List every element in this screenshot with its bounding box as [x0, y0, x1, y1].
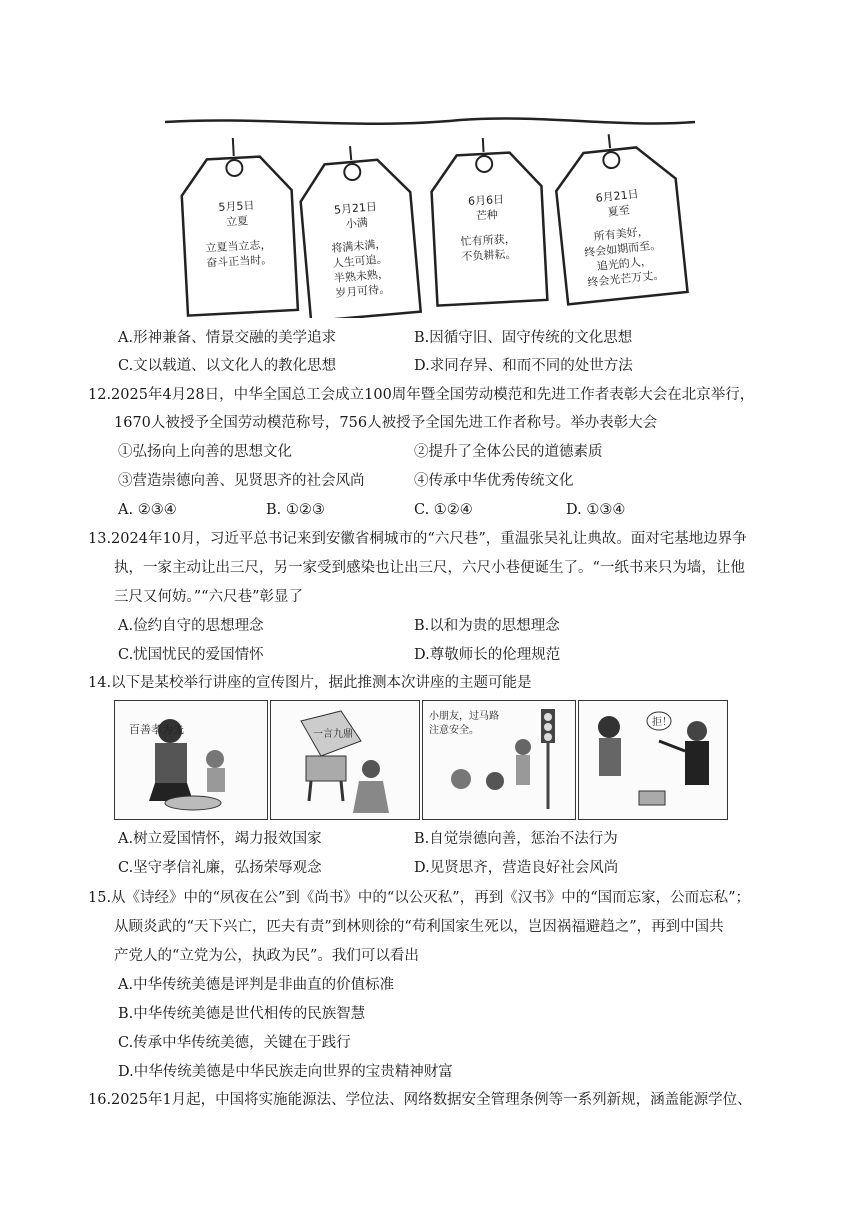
q14-option-a: A.树立爱国情怀，竭力报效国家: [118, 831, 322, 847]
q12-option-d: D. ①③④: [566, 502, 626, 518]
q12-stem-line-2: 1670人被授予全国劳动模范称号，756人被授予全国先进工作者称号。举办表彰大会: [114, 415, 658, 431]
cartoon-keeping-promise: [270, 700, 420, 820]
cartoon-3-caption-2: 注意安全。: [429, 725, 479, 736]
q16-stem-line-1: 16.2025年1月起，中国将实施能源法、学位法、网络数据安全管理条例等一系列新规，涵盖能源学位、: [88, 1092, 752, 1108]
tag-2-line-2: 人生可追。: [332, 252, 389, 271]
q12-statement-1: ①弘扬向上向善的思想文化: [118, 444, 292, 460]
tag-4-date: 6月21日: [595, 187, 640, 205]
q15-stem-line-2: 从顾炎武的“天下兴亡，匹夫有责”到林则徐的“苟利国家生死以，岂因祸福避趋之”，再到中国共: [114, 919, 724, 935]
cartoon-3-caption-1: 小朋友，过马路: [429, 711, 499, 722]
q14-option-c: C.坚守孝信礼廉，弘扬荣辱观念: [118, 860, 322, 876]
q15-option-c: C.传承中华传统美德，关键在于践行: [118, 1035, 351, 1051]
cartoon-refuse-bribe: [578, 700, 728, 820]
tag-2-line-4: 岁月可待。: [334, 282, 391, 300]
q14-stem: 14.以下是某校举行讲座的宣传图片，据此推测本次讲座的主题可能是: [88, 675, 532, 691]
q11-option-d: D.求同存异、和而不同的处世方法: [414, 358, 633, 374]
tag-4-line-3: 追光的人，: [596, 254, 653, 274]
tag-3-term: 芒种: [475, 208, 499, 223]
tag-4-line-4: 终会光芒万丈。: [586, 268, 665, 290]
q15-option-a: A.中华传统美德是评判是非曲直的价值标准: [118, 977, 395, 993]
q14-option-d: D.见贤思齐，营造良好社会风尚: [414, 860, 619, 876]
cartoon-filial-piety: [114, 700, 268, 820]
tag-1-line-1: 立夏当立志，: [205, 238, 272, 255]
q12-stem-line-1: 12.2025年4月28日，中华全国总工会成立100周年暨全国劳动模范和先进工作者表彰大会在北京举行，: [88, 387, 755, 403]
tag-3: [429, 135, 547, 306]
q15-stem-line-3: 产党人的“立党为公，执政为民”。我们可以看出: [114, 948, 419, 964]
solar-term-tags-illustration: [160, 108, 700, 318]
q15-option-b: B.中华传统美德是世代相传的民族智慧: [118, 1006, 366, 1022]
q12-statement-4: ④传承中华优秀传统文化: [414, 473, 574, 489]
q11-option-b: B.因循守旧、固守传统的文化思想: [414, 330, 633, 346]
q13-stem-line-1: 13.2024年10月，习近平总书记来到安徽省桐城市的“六尺巷”，重温张吴礼让典故。面对宅基地边界争: [88, 531, 747, 547]
tag-3-date: 6月6日: [467, 192, 505, 208]
tag-3-line-1: 忙有所获，: [460, 232, 516, 249]
cartoon-road-safety: [422, 700, 576, 820]
q12-statement-3: ③营造崇德向善、见贤思齐的社会风尚: [118, 473, 365, 489]
q15-option-d: D.中华传统美德是中华民族走向世界的宝贵精神财富: [118, 1064, 453, 1080]
tag-1: [179, 135, 298, 316]
q11-option-c: C.文以载道、以文化人的教化思想: [118, 358, 337, 374]
q13-stem-line-3: 三尺又何妨。”“六尺巷”彰显了: [114, 589, 303, 605]
tag-4-line-1: 所有美好，: [593, 224, 650, 244]
q12-option-c: C. ①②④: [414, 502, 473, 518]
tag-2-line-1: 将满未满，: [330, 237, 387, 256]
q13-option-b: B.以和为贵的思想理念: [414, 618, 560, 634]
q13-option-d: D.尊敬师长的伦理规范: [414, 647, 561, 663]
q12-option-b: B. ①②③: [266, 502, 325, 518]
q13-option-c: C.忧国忧民的爱国情怀: [118, 647, 264, 663]
tag-1-line-2: 奋斗正当时。: [205, 253, 273, 270]
q15-stem-line-1: 15.从《诗经》中的“夙夜在公”到《尚书》中的“以公灭私”，再到《汉书》中的“国而忘家，公而忘私”；: [88, 890, 751, 906]
tag-2: [296, 141, 420, 318]
tag-4-line-2: 终会如期而至。: [583, 238, 662, 260]
q13-option-a: A.俭约自守的思想理念: [118, 618, 264, 634]
tag-1-date: 5月5日: [218, 198, 255, 214]
tag-2-line-3: 半熟未熟，: [333, 267, 390, 286]
tag-2-date: 5月21日: [333, 200, 378, 217]
q14-option-b: B.自觉崇德向善，惩治不法行为: [414, 831, 618, 847]
q11-option-a: A.形神兼备、情景交融的美学追求: [118, 330, 337, 346]
tag-2-term: 小满: [345, 215, 369, 231]
q12-statement-2: ②提升了全体公民的道德素质: [414, 444, 603, 460]
tag-1-term: 立夏: [225, 214, 249, 229]
tag-3-line-2: 不负耕耘。: [461, 247, 517, 264]
q13-stem-line-2: 执，一家主动让出三尺，另一家受到感染也让出三尺，六尺小巷便诞生了。“一纸书来只为墙，让他: [114, 560, 745, 576]
tag-4: [551, 128, 688, 305]
cartoon-4-caption: 拒！: [652, 717, 672, 728]
cartoon-2-caption: 一言九鼎: [313, 729, 353, 740]
q12-option-a: A. ②③④: [118, 502, 177, 518]
cartoon-1-caption: 百善孝为先: [129, 723, 184, 736]
tag-4-term: 夏至: [607, 203, 631, 219]
